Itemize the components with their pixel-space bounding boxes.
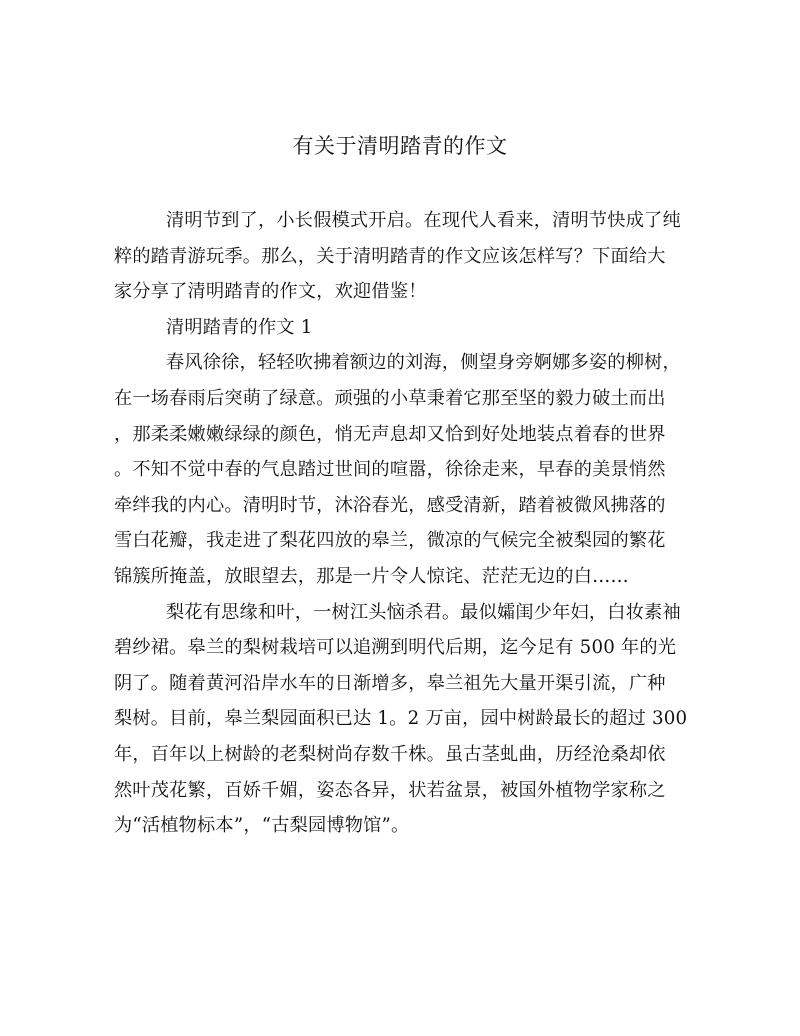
text-line: 年，百年以上树龄的老梨树尚存数千株。虽古茎虬曲，历经沧桑却依	[114, 743, 666, 765]
text-line: 为“活植物标本”，“古梨园博物馆”。	[114, 815, 410, 837]
text-line: 春风徐徐，轻轻吹拂着额边的刘海，侧望身旁婀娜多姿的柳树，	[166, 352, 681, 374]
text-line: 家分享了清明踏青的作文，欢迎借鉴！	[114, 281, 427, 303]
text-line: 梨花有思缘和叶，一树江头恼杀君。最似孀闺少年妇，白妆素袖	[166, 601, 681, 623]
text-line: 清明踏青的作文 1	[166, 316, 313, 338]
text-line: 阴了。随着黄河沿岸水车的日渐增多，皋兰祖先大量开渠引流，广种	[114, 672, 666, 694]
text-line: 锦簇所掩盖，放眼望去，那是一片令人惊诧、茫茫无边的白……	[114, 565, 629, 587]
text-line: 。不知不觉中春的气息踏过世间的喧嚣，徐徐走来，早春的美景悄然	[114, 459, 666, 481]
text-line: 清明节到了，小长假模式开启。在现代人看来，清明节快成了纯	[166, 210, 681, 231]
text-line: 雪白花瓣，我走进了梨花四放的皋兰，微凉的气候完全被梨园的繁花	[114, 530, 666, 552]
text-line: 粹的踏青游玩季。那么，关于清明踏青的作文应该怎样写？下面给大	[114, 245, 666, 267]
document-title: 有关于清明踏青的作文	[292, 134, 508, 158]
text-line: 梨树。目前，皋兰梨园面积已达 1。2 万亩，园中树龄最长的超过 300	[114, 708, 688, 730]
document-body	[114, 203, 686, 844]
text-line: ，那柔柔嫩嫩绿绿的颜色，悄无声息却又恰到好处地装点着春的世界	[114, 423, 666, 445]
text-line: 然叶茂花繁，百娇千媚，姿态各异，状若盆景，被国外植物学家称之	[114, 779, 666, 801]
text-line: 在一场春雨后突萌了绿意。顽强的小草秉着它那至坚的毅力破土而出	[114, 387, 666, 409]
text-line: 牵绊我的内心。清明时节，沐浴春光，感受清新，踏着被微风拂落的	[114, 494, 666, 516]
text-line: 碧纱裙。皋兰的梨树栽培可以追溯到明代后期，迄今足有 500 年的光	[114, 637, 677, 659]
